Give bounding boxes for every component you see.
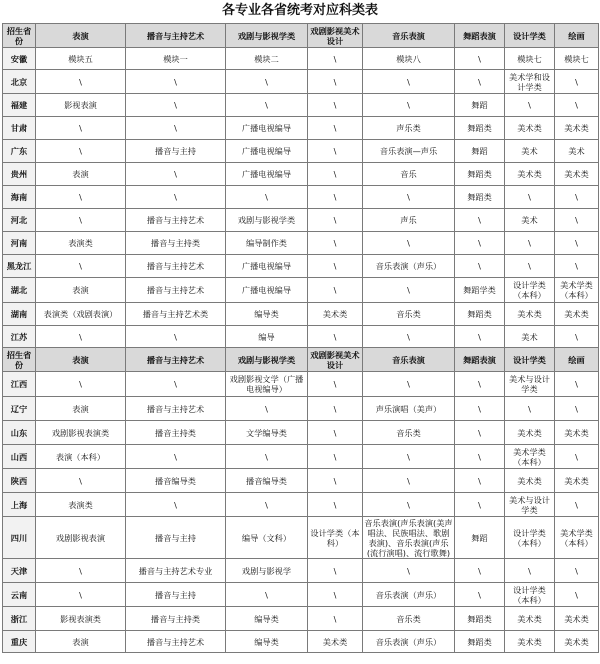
column-header: 播音与主持艺术 bbox=[126, 24, 226, 48]
table-cell: 设计学类（本科） bbox=[308, 517, 363, 559]
table-cell: 舞蹈 bbox=[455, 94, 505, 117]
column-header: 音乐表演 bbox=[363, 348, 455, 372]
table-cell: \ bbox=[36, 583, 126, 607]
table-cell: 模块二 bbox=[226, 48, 308, 70]
table-cell: \ bbox=[308, 48, 363, 70]
table-cell: 美术类 bbox=[505, 607, 555, 631]
province-cell: 贵州 bbox=[3, 163, 36, 186]
table-cell: \ bbox=[126, 70, 226, 94]
table-cell: \ bbox=[455, 232, 505, 255]
table-cell: 美术类 bbox=[555, 303, 599, 326]
table-cell: \ bbox=[126, 186, 226, 209]
table-cell: \ bbox=[308, 397, 363, 421]
province-cell: 江苏 bbox=[3, 326, 36, 348]
table-cell: 舞蹈类 bbox=[455, 186, 505, 209]
province-cell: 辽宁 bbox=[3, 397, 36, 421]
column-header: 招生省份 bbox=[3, 348, 36, 372]
table-cell: \ bbox=[36, 70, 126, 94]
table-row bbox=[3, 70, 599, 94]
table-row bbox=[3, 631, 599, 653]
table-cell: \ bbox=[455, 493, 505, 517]
table-cell: 设计学类（本科） bbox=[505, 583, 555, 607]
table-cell: \ bbox=[226, 397, 308, 421]
table-cell: 戏剧与影视学 bbox=[226, 559, 308, 583]
table-cell: 广播电视编导 bbox=[226, 117, 308, 140]
province-cell: 江西 bbox=[3, 372, 36, 397]
table-cell: \ bbox=[226, 445, 308, 469]
table-cell: 美术类 bbox=[555, 607, 599, 631]
table-row bbox=[3, 607, 599, 631]
province-cell: 福建 bbox=[3, 94, 36, 117]
column-header: 设计学类 bbox=[505, 348, 555, 372]
table-cell: 美术类 bbox=[505, 469, 555, 493]
table-cell: 美术类 bbox=[555, 631, 599, 653]
table-cell: 编导类 bbox=[226, 303, 308, 326]
table-cell: \ bbox=[36, 255, 126, 278]
table-cell: 音乐表演（声乐） bbox=[363, 583, 455, 607]
table-cell: 表演 bbox=[36, 631, 126, 653]
table-cell: \ bbox=[455, 255, 505, 278]
table-cell: \ bbox=[308, 255, 363, 278]
column-header: 戏剧与影视学类 bbox=[226, 24, 308, 48]
table-cell: 美术类 bbox=[308, 631, 363, 653]
table-cell: \ bbox=[126, 117, 226, 140]
table-cell: 舞蹈 bbox=[455, 140, 505, 163]
table-cell: \ bbox=[455, 48, 505, 70]
table-cell: 播音编导类 bbox=[226, 469, 308, 493]
table-cell: 播音与主持艺术 bbox=[126, 278, 226, 303]
table-cell: 美术类 bbox=[308, 303, 363, 326]
table-cell: \ bbox=[308, 117, 363, 140]
table-cell: 音乐表演—声乐 bbox=[363, 140, 455, 163]
table-cell: \ bbox=[555, 186, 599, 209]
table-row bbox=[3, 397, 599, 421]
table-row bbox=[3, 255, 599, 278]
table-cell: \ bbox=[308, 469, 363, 493]
table-header-row bbox=[3, 348, 599, 372]
table-cell: \ bbox=[363, 372, 455, 397]
table-cell: 表演类（戏剧表演） bbox=[36, 303, 126, 326]
table-cell: \ bbox=[455, 583, 505, 607]
province-cell: 山东 bbox=[3, 421, 36, 445]
table-cell: 广播电视编导 bbox=[226, 140, 308, 163]
table-cell: \ bbox=[126, 326, 226, 348]
table-cell: 播音主持类 bbox=[126, 421, 226, 445]
table-row bbox=[3, 421, 599, 445]
table-cell: 文学编导类 bbox=[226, 421, 308, 445]
table-cell: 戏剧影视文学（广播电视编导） bbox=[226, 372, 308, 397]
table-cell: \ bbox=[226, 583, 308, 607]
column-header: 音乐表演 bbox=[363, 24, 455, 48]
table-cell: 舞蹈类 bbox=[455, 607, 505, 631]
table-cell: 播音与主持艺术 bbox=[126, 631, 226, 653]
table-cell: 表演类 bbox=[36, 232, 126, 255]
table-cell: 编导类 bbox=[226, 607, 308, 631]
table-cell: \ bbox=[363, 94, 455, 117]
table-cell: \ bbox=[555, 232, 599, 255]
table-cell: \ bbox=[126, 372, 226, 397]
table-cell: \ bbox=[363, 493, 455, 517]
table-cell: 播音与主持类 bbox=[126, 607, 226, 631]
table-cell: \ bbox=[363, 278, 455, 303]
table-cell: \ bbox=[555, 94, 599, 117]
table-cell: 美术类 bbox=[555, 117, 599, 140]
table-cell: \ bbox=[363, 559, 455, 583]
table-cell: 播音与主持艺术 bbox=[126, 255, 226, 278]
table-cell: \ bbox=[36, 372, 126, 397]
table-row bbox=[3, 445, 599, 469]
province-cell: 湖南 bbox=[3, 303, 36, 326]
table-cell: 美术 bbox=[555, 140, 599, 163]
table-cell: \ bbox=[226, 70, 308, 94]
province-cell: 云南 bbox=[3, 583, 36, 607]
table-cell: \ bbox=[308, 140, 363, 163]
province-cell: 黑龙江 bbox=[3, 255, 36, 278]
table-cell: 音乐类 bbox=[363, 607, 455, 631]
table-row bbox=[3, 117, 599, 140]
table-cell: \ bbox=[555, 397, 599, 421]
province-cell: 北京 bbox=[3, 70, 36, 94]
table-cell: \ bbox=[126, 94, 226, 117]
table-cell: \ bbox=[555, 493, 599, 517]
table-cell: \ bbox=[226, 186, 308, 209]
table-cell: \ bbox=[308, 163, 363, 186]
table-cell: \ bbox=[308, 278, 363, 303]
province-cell: 甘肃 bbox=[3, 117, 36, 140]
table-cell: \ bbox=[308, 186, 363, 209]
column-header: 舞蹈表演 bbox=[455, 24, 505, 48]
table-cell: 舞蹈类 bbox=[455, 117, 505, 140]
table-cell: 音乐类 bbox=[363, 303, 455, 326]
province-cell: 陕西 bbox=[3, 469, 36, 493]
table-cell: 播音与主持 bbox=[126, 140, 226, 163]
province-cell: 河南 bbox=[3, 232, 36, 255]
table-cell: 声乐类 bbox=[363, 117, 455, 140]
table-body bbox=[3, 24, 599, 653]
table-row bbox=[3, 232, 599, 255]
province-cell: 安徽 bbox=[3, 48, 36, 70]
table-cell: \ bbox=[308, 583, 363, 607]
table-row bbox=[3, 372, 599, 397]
table-cell: \ bbox=[555, 326, 599, 348]
column-header: 戏剧影视美术设计 bbox=[308, 24, 363, 48]
province-cell: 重庆 bbox=[3, 631, 36, 653]
table-cell: 播音与主持 bbox=[126, 517, 226, 559]
table-cell: \ bbox=[308, 445, 363, 469]
table-row bbox=[3, 163, 599, 186]
table-cell: 美术类 bbox=[555, 163, 599, 186]
table-cell: \ bbox=[308, 559, 363, 583]
column-header: 戏剧影视美术设计 bbox=[308, 348, 363, 372]
table-cell: 模块五 bbox=[36, 48, 126, 70]
column-header: 表演 bbox=[36, 24, 126, 48]
table-cell: \ bbox=[36, 186, 126, 209]
table-cell: \ bbox=[455, 326, 505, 348]
table-cell: 美术学和设计学类 bbox=[505, 70, 555, 94]
table-cell: 播音与主持艺术专业 bbox=[126, 559, 226, 583]
table-cell: 声乐 bbox=[363, 209, 455, 232]
table-cell: 戏剧影视表演类 bbox=[36, 421, 126, 445]
table-cell: 美术类 bbox=[505, 303, 555, 326]
table-cell: 播音编导类 bbox=[126, 469, 226, 493]
table-cell: 播音与主持艺术 bbox=[126, 209, 226, 232]
table-cell: 设计学类（本科） bbox=[505, 517, 555, 559]
table-cell: 美术与设计学类 bbox=[505, 372, 555, 397]
table-cell: 美术 bbox=[505, 326, 555, 348]
province-cell: 河北 bbox=[3, 209, 36, 232]
table-cell: 舞蹈类 bbox=[455, 303, 505, 326]
table-cell: 美术类 bbox=[555, 469, 599, 493]
table-cell: \ bbox=[555, 255, 599, 278]
table-cell: \ bbox=[555, 445, 599, 469]
table-cell: \ bbox=[505, 559, 555, 583]
table-cell: 模块一 bbox=[126, 48, 226, 70]
table-row bbox=[3, 48, 599, 70]
table-cell: 美术类 bbox=[555, 421, 599, 445]
province-cell: 广东 bbox=[3, 140, 36, 163]
table-cell: \ bbox=[455, 209, 505, 232]
table-cell: 模块八 bbox=[363, 48, 455, 70]
table-cell: 表演 bbox=[36, 163, 126, 186]
table-cell: 美术 bbox=[505, 140, 555, 163]
table-cell: 美术类 bbox=[505, 631, 555, 653]
page-title: 各专业各省统考对应科类表 bbox=[221, 3, 378, 18]
table-cell: 播音与主持艺术类 bbox=[126, 303, 226, 326]
table-cell: \ bbox=[363, 232, 455, 255]
table-cell: 美术类 bbox=[505, 117, 555, 140]
table-cell: 播音与主持艺术 bbox=[126, 397, 226, 421]
table-cell: \ bbox=[36, 469, 126, 493]
table-cell: 美术与设计学类 bbox=[505, 493, 555, 517]
table-cell: \ bbox=[308, 209, 363, 232]
province-cell: 海南 bbox=[3, 186, 36, 209]
table-cell: 音乐 bbox=[363, 163, 455, 186]
table-cell: \ bbox=[126, 445, 226, 469]
table-cell: \ bbox=[455, 559, 505, 583]
table-cell: \ bbox=[36, 326, 126, 348]
table-cell: 编导制作类 bbox=[226, 232, 308, 255]
table-cell: \ bbox=[505, 397, 555, 421]
table-cell: \ bbox=[226, 493, 308, 517]
table-cell: 模块七 bbox=[555, 48, 599, 70]
table-cell: 表演（本科） bbox=[36, 445, 126, 469]
table-cell: 广播电视编导 bbox=[226, 278, 308, 303]
table-cell: 舞蹈学类 bbox=[455, 278, 505, 303]
table-cell: 音乐表演（声乐） bbox=[363, 255, 455, 278]
table-cell: \ bbox=[226, 94, 308, 117]
table-cell: \ bbox=[555, 209, 599, 232]
table-cell: 舞蹈类 bbox=[455, 163, 505, 186]
table-cell: \ bbox=[505, 232, 555, 255]
column-header: 绘画 bbox=[555, 24, 599, 48]
table-cell: \ bbox=[308, 326, 363, 348]
table-header-row bbox=[3, 24, 599, 48]
table-row bbox=[3, 493, 599, 517]
table-row bbox=[3, 303, 599, 326]
table-row bbox=[3, 186, 599, 209]
table-cell: 美术学类（本科） bbox=[555, 278, 599, 303]
table-cell: 播音与主持 bbox=[126, 583, 226, 607]
table-cell: 舞蹈 bbox=[455, 517, 505, 559]
table-cell: \ bbox=[555, 583, 599, 607]
table-cell: \ bbox=[363, 326, 455, 348]
table-cell: \ bbox=[363, 70, 455, 94]
table-cell: 舞蹈类 bbox=[455, 631, 505, 653]
table-cell: \ bbox=[308, 372, 363, 397]
table-cell: 影视表演类 bbox=[36, 607, 126, 631]
column-header: 绘画 bbox=[555, 348, 599, 372]
table-cell: 美术学类（本科） bbox=[505, 445, 555, 469]
table-cell: 美术类 bbox=[505, 421, 555, 445]
table-cell: \ bbox=[308, 607, 363, 631]
table-cell: 设计学类（本科） bbox=[505, 278, 555, 303]
table-cell: \ bbox=[455, 372, 505, 397]
table-cell: 音乐表演(声乐表演(美声唱法、民族唱法、歌剧表演)、音乐表演(声乐(流行演唱)、流行歌舞) bbox=[364, 517, 453, 558]
table-cell: 声乐演唱（美声） bbox=[363, 397, 455, 421]
province-cell: 山西 bbox=[3, 445, 36, 469]
subject-category-table bbox=[2, 23, 599, 653]
table-cell: 编导类 bbox=[226, 631, 308, 653]
table-row bbox=[3, 140, 599, 163]
column-header: 舞蹈表演 bbox=[455, 348, 505, 372]
table-cell: \ bbox=[308, 232, 363, 255]
table-row bbox=[3, 326, 599, 348]
table-cell: \ bbox=[36, 117, 126, 140]
table-cell: 表演 bbox=[36, 278, 126, 303]
table-cell: \ bbox=[363, 445, 455, 469]
table-cell: 美术学类（本科） bbox=[555, 517, 599, 559]
table-cell: 编导（文科） bbox=[226, 517, 308, 559]
table-cell: \ bbox=[308, 421, 363, 445]
table-row bbox=[3, 469, 599, 493]
table-cell: \ bbox=[455, 397, 505, 421]
table-cell: 音乐表演（声乐） bbox=[363, 631, 455, 653]
table-cell: 戏剧与影视学类 bbox=[226, 209, 308, 232]
table-cell: 广播电视编导 bbox=[226, 163, 308, 186]
table-cell: \ bbox=[36, 559, 126, 583]
table-cell: 播音与主持类 bbox=[126, 232, 226, 255]
table-cell: \ bbox=[36, 209, 126, 232]
table-cell: 音乐类 bbox=[363, 421, 455, 445]
table-cell: \ bbox=[505, 255, 555, 278]
table-cell: \ bbox=[363, 469, 455, 493]
table-cell: 表演类 bbox=[36, 493, 126, 517]
table-row bbox=[3, 583, 599, 607]
province-cell: 浙江 bbox=[3, 607, 36, 631]
table-cell: \ bbox=[505, 186, 555, 209]
province-cell: 天津 bbox=[3, 559, 36, 583]
province-cell: 上海 bbox=[3, 493, 36, 517]
table-cell: \ bbox=[363, 186, 455, 209]
table-cell: \ bbox=[308, 493, 363, 517]
table-cell: 表演 bbox=[36, 397, 126, 421]
column-header: 戏剧与影视学类 bbox=[226, 348, 308, 372]
table-cell: \ bbox=[555, 70, 599, 94]
table-cell: 戏剧影视表演 bbox=[36, 517, 126, 559]
table-cell: \ bbox=[308, 70, 363, 94]
table-cell: \ bbox=[36, 140, 126, 163]
province-cell: 湖北 bbox=[3, 278, 36, 303]
table-cell: \ bbox=[505, 94, 555, 117]
table-row bbox=[3, 278, 599, 303]
province-cell: 四川 bbox=[3, 517, 36, 559]
table-cell: \ bbox=[308, 94, 363, 117]
table-row bbox=[3, 94, 599, 117]
table-cell: \ bbox=[126, 493, 226, 517]
table-cell: \ bbox=[555, 559, 599, 583]
table-row bbox=[3, 559, 599, 583]
table-cell: 美术类 bbox=[505, 163, 555, 186]
table-cell: 影视表演 bbox=[36, 94, 126, 117]
table-cell: \ bbox=[555, 372, 599, 397]
table-cell: 模块七 bbox=[505, 48, 555, 70]
table-cell: 编导 bbox=[226, 326, 308, 348]
table-cell: \ bbox=[455, 421, 505, 445]
column-header: 设计学类 bbox=[505, 24, 555, 48]
table-cell: \ bbox=[126, 163, 226, 186]
table-row bbox=[3, 517, 599, 559]
table-cell: \ bbox=[455, 445, 505, 469]
column-header: 招生省份 bbox=[3, 24, 36, 48]
table-cell: \ bbox=[455, 469, 505, 493]
table-row bbox=[3, 209, 599, 232]
column-header: 播音与主持艺术 bbox=[126, 348, 226, 372]
table-cell: \ bbox=[455, 70, 505, 94]
column-header: 表演 bbox=[36, 348, 126, 372]
table-cell: 美术 bbox=[505, 209, 555, 232]
table-cell: 广播电视编导 bbox=[226, 255, 308, 278]
